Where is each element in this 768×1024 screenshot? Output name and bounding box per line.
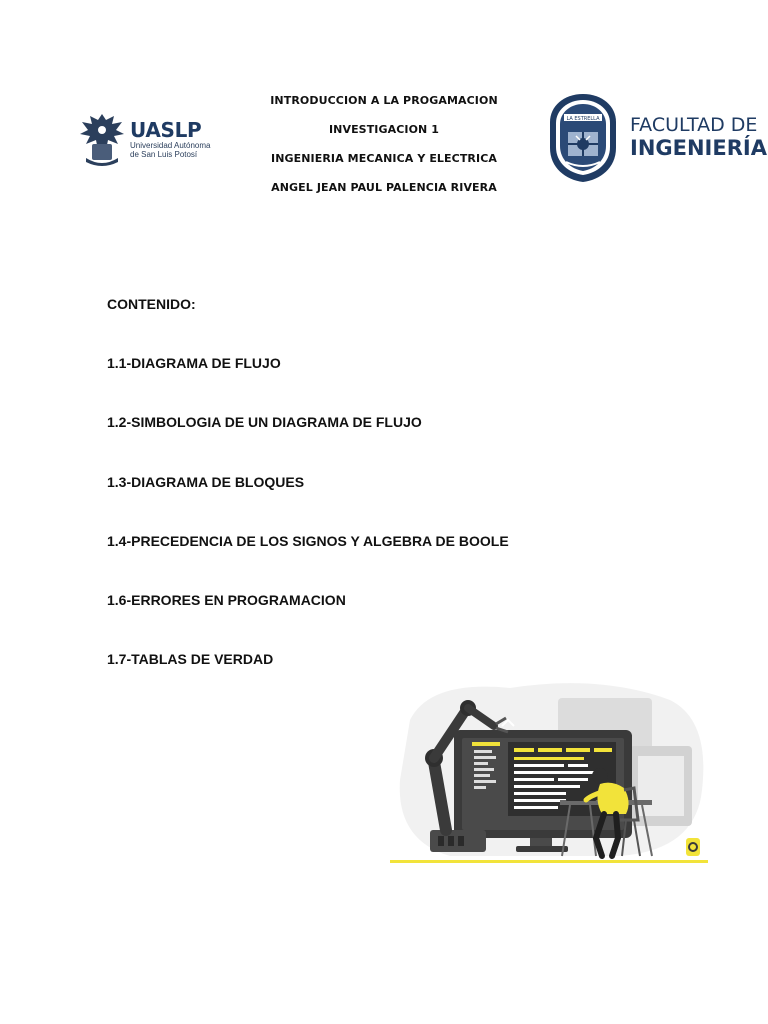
contents-item: 1.1-DIAGRAMA DE FLUJO xyxy=(107,355,281,371)
contents-item: 1.2-SIMBOLOGIA DE UN DIAGRAMA DE FLUJO xyxy=(107,414,422,430)
contents-item: 1.7-TABLAS DE VERDAD xyxy=(107,651,274,667)
faculty-seal-icon xyxy=(546,92,620,184)
uaslp-wordmark: UASLP xyxy=(130,118,202,142)
assignment-title: INVESTIGACION 1 xyxy=(328,123,440,136)
contents-heading: CONTENIDO: xyxy=(107,296,196,312)
uaslp-subtitle-2: de San Luis Potosí xyxy=(130,150,198,159)
faculty-name-line1: FACULTAD DE xyxy=(630,114,758,136)
contents-item: 1.4-PRECEDENCIA DE LOS SIGNOS Y ALGEBRA DE BOOLE xyxy=(107,533,509,549)
contents-item: 1.3-DIAGRAMA DE BLOQUES xyxy=(107,474,305,490)
uaslp-logo xyxy=(78,108,228,168)
svg-text:LA ESTRELLA: LA ESTRELLA xyxy=(566,116,600,122)
programmer-robot-illustration xyxy=(390,680,710,870)
eagle-emblem-icon xyxy=(78,110,126,168)
facultad-ingenieria-logo xyxy=(546,92,767,182)
contents-item: 1.6-ERRORES EN PROGRAMACION xyxy=(107,592,346,608)
course-title: INTRODUCCION A LA PROGAMACION xyxy=(270,94,498,107)
program-name: INGENIERIA MECANICA Y ELECTRICA xyxy=(271,152,497,165)
uaslp-subtitle-1: Universidad Autónoma xyxy=(130,141,211,150)
faculty-name-line2: INGENIERÍA xyxy=(630,136,767,160)
author-name: ANGEL JEAN PAUL PALENCIA RIVERA xyxy=(271,181,497,194)
